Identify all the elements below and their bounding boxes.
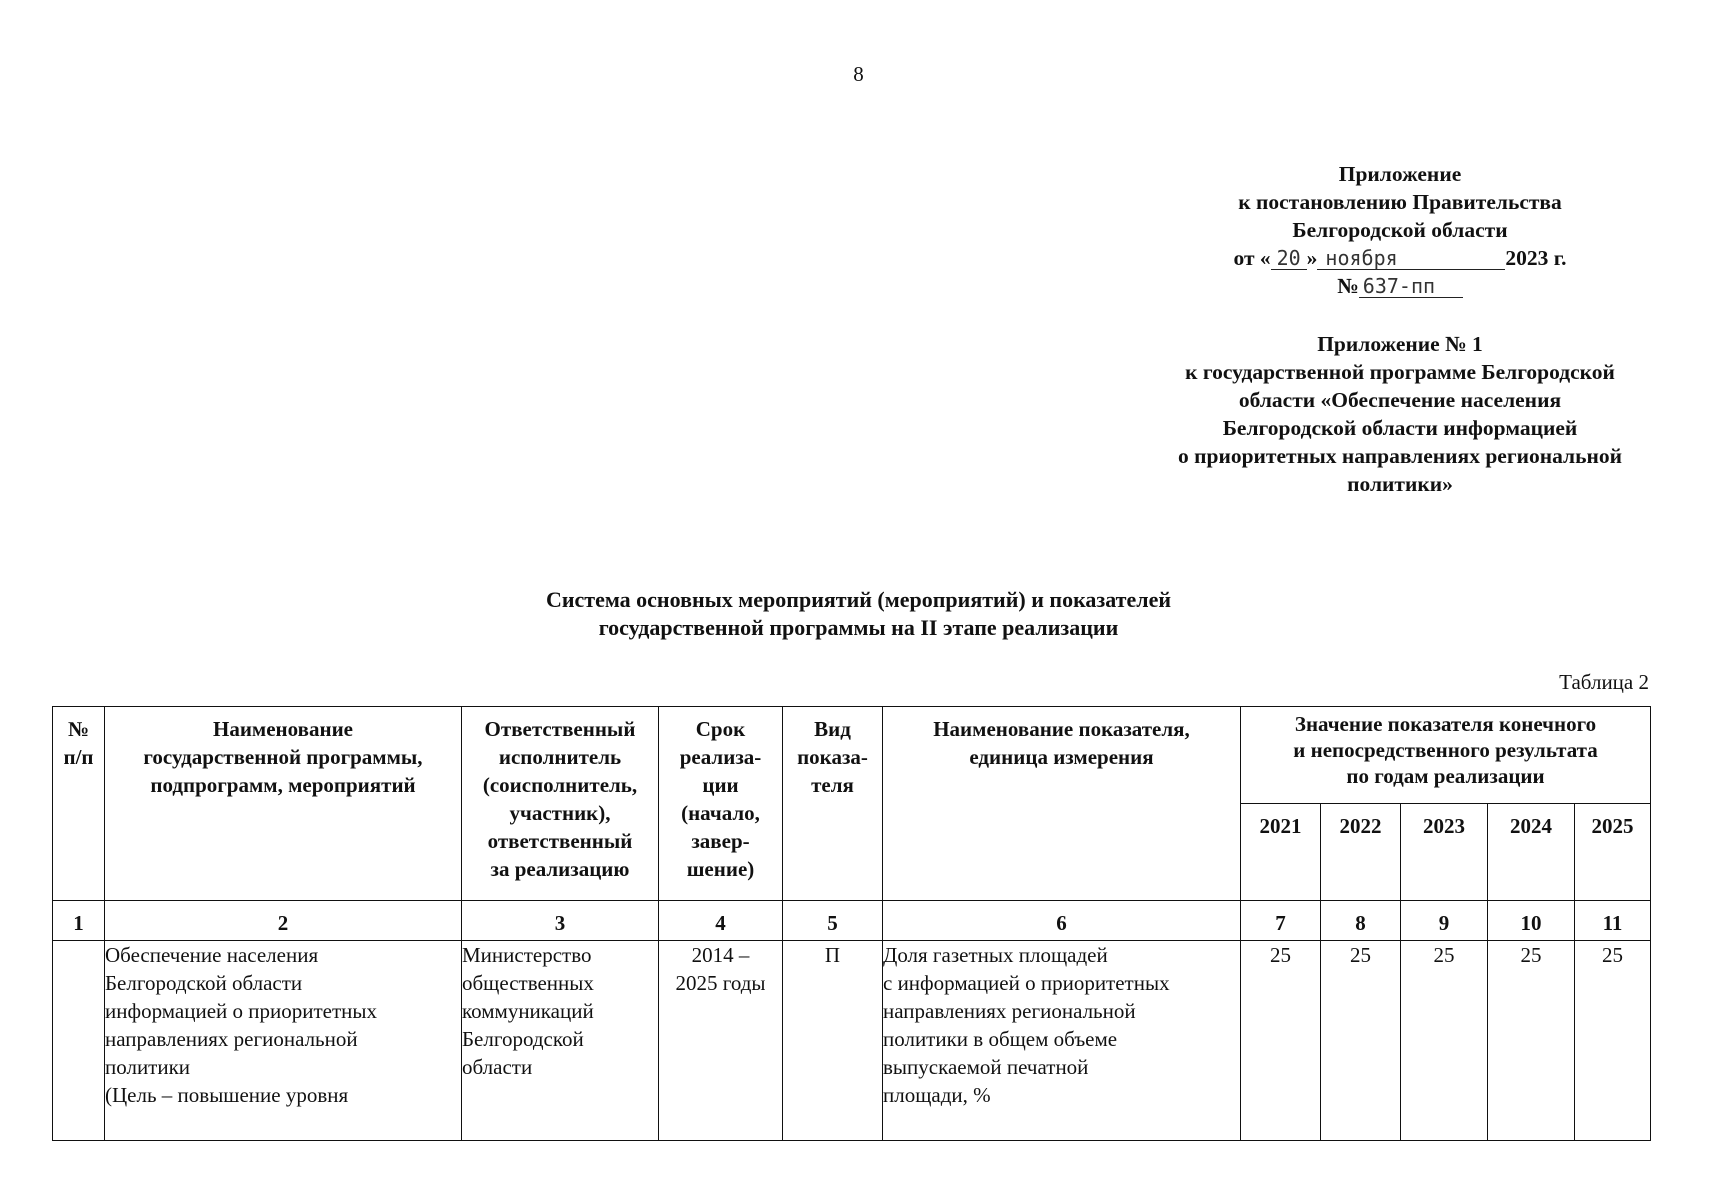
column-number: 5: [783, 901, 883, 941]
number-prefix: №: [1337, 274, 1359, 298]
header-text: участник),: [509, 801, 611, 825]
header-row: [53, 707, 1651, 804]
cell-text: Белгородской: [462, 1027, 584, 1051]
header-text: (соисполнитель,: [482, 773, 638, 797]
header-text: подпрограмм, мероприятий: [150, 773, 416, 797]
header-year: 2024: [1488, 804, 1575, 901]
appendix-1-line: Белгородской области информацией: [1222, 416, 1578, 440]
header-text: шение): [686, 857, 755, 881]
header-text: реализа-: [679, 745, 762, 769]
date-month: ноября: [1317, 247, 1505, 270]
document-title: [0, 586, 1717, 642]
cell-text: политики: [105, 1055, 191, 1079]
column-number: 2: [105, 901, 462, 941]
cell-text: Доля газетных площадей: [883, 943, 1108, 967]
header-text: единица измерения: [969, 745, 1154, 769]
date-mid: »: [1306, 246, 1318, 270]
column-number: 3: [462, 901, 659, 941]
header-text: и непосредственного результата: [1293, 738, 1598, 762]
header-text: Наименование показателя,: [933, 717, 1190, 741]
number-value: 637-пп: [1359, 275, 1463, 298]
appendix-header-line: к постановлению Правительства: [1238, 190, 1562, 214]
cell-text: 2025 годы: [675, 971, 766, 995]
cell-type: П: [783, 941, 883, 1141]
cell-text: площади, %: [883, 1083, 991, 1107]
header-text: за реализацию: [490, 857, 630, 881]
cell-num: [53, 941, 105, 1141]
cell-text: 2014 –: [691, 943, 750, 967]
page-number: 8: [853, 62, 864, 86]
header-indicator: [883, 707, 1241, 901]
header-values-group: [1241, 707, 1651, 804]
header-type: [783, 707, 883, 901]
header-year: 2023: [1401, 804, 1488, 901]
appendix-header-line: Белгородской области: [1292, 218, 1508, 242]
column-number-row: [53, 901, 1651, 941]
cell-program-name: [105, 941, 462, 1141]
header-term: [659, 707, 783, 901]
header-text: государственной программы,: [143, 745, 423, 769]
cell-indicator: [883, 941, 1241, 1141]
appendix-1-header: [1120, 330, 1680, 498]
cell-text: информацией о приоритетных: [105, 999, 378, 1023]
column-number: 11: [1575, 901, 1651, 941]
cell-value-2025: 25: [1575, 941, 1651, 1141]
header-text: завер-: [691, 829, 750, 853]
appendix-1-line: области «Обеспечение населения: [1238, 388, 1562, 412]
header-text: №: [67, 717, 90, 741]
column-number: 4: [659, 901, 783, 941]
header-text: Ответственный: [484, 717, 636, 741]
header-text: (начало,: [681, 801, 760, 825]
header-text: исполнитель: [498, 745, 622, 769]
cell-text: общественных: [462, 971, 594, 995]
header-text: показа-: [797, 745, 868, 769]
appendix-1-line: Приложение № 1: [1317, 332, 1483, 356]
cell-text: направлениях региональной: [105, 1027, 358, 1051]
header-text: Срок: [695, 717, 746, 741]
appendix-1-line: к государственной программе Белгородской: [1185, 360, 1615, 384]
cell-text: области: [462, 1055, 533, 1079]
header-text: Значение показателя конечного: [1294, 712, 1597, 736]
table-caption: Таблица 2: [1559, 670, 1649, 694]
header-text: Наименование: [213, 717, 353, 741]
header-text: п/п: [63, 745, 94, 769]
header-executor: [462, 707, 659, 901]
header-text: по годам реализации: [1346, 764, 1545, 788]
date-day: 20: [1271, 247, 1307, 270]
appendix-1-line: политики»: [1347, 472, 1453, 496]
header-text: ции: [702, 773, 739, 797]
cell-value-2023: 25: [1401, 941, 1488, 1141]
date-year: 2023 г.: [1505, 246, 1567, 270]
title-line: государственной программы на II этапе реализации: [598, 615, 1119, 640]
column-number: 1: [53, 901, 105, 941]
cell-text: политики в общем объеме: [883, 1027, 1118, 1051]
cell-text: направлениях региональной: [883, 999, 1136, 1023]
column-number: 8: [1321, 901, 1401, 941]
header-text: Вид: [814, 717, 851, 741]
cell-term: [659, 941, 783, 1141]
cell-value-2021: 25: [1241, 941, 1321, 1141]
appendix-header: [1120, 160, 1680, 300]
cell-text: (Цель – повышение уровня: [105, 1083, 349, 1107]
appendix-1-line: о приоритетных направлениях региональной: [1177, 444, 1622, 468]
cell-value-2024: 25: [1488, 941, 1575, 1141]
cell-executor: [462, 941, 659, 1141]
header-text: ответственный: [487, 829, 633, 853]
column-number: 9: [1401, 901, 1488, 941]
header-year: 2025: [1575, 804, 1651, 901]
header-text: теля: [811, 773, 854, 797]
appendix-header-line: Приложение: [1338, 162, 1462, 186]
column-number: 10: [1488, 901, 1575, 941]
cell-text: коммуникаций: [462, 999, 594, 1023]
header-name: [105, 707, 462, 901]
decree-number: [1120, 272, 1680, 300]
column-number: 7: [1241, 901, 1321, 941]
column-number: 6: [883, 901, 1241, 941]
title-line: Система основных мероприятий (мероприятий) и показателей: [545, 587, 1172, 612]
cell-text: Белгородской области: [105, 971, 303, 995]
cell-text: выпускаемой печатной: [883, 1055, 1089, 1079]
header-year: 2021: [1241, 804, 1321, 901]
cell-text: Обеспечение населения: [105, 943, 319, 967]
cell-text: с информацией о приоритетных: [883, 971, 1170, 995]
header-year: 2022: [1321, 804, 1401, 901]
decree-date: [1120, 244, 1680, 272]
cell-value-2022: 25: [1321, 941, 1401, 1141]
header-num: [53, 707, 105, 901]
table-row: [53, 941, 1651, 1141]
date-prefix: от «: [1233, 246, 1271, 270]
indicators-table: [52, 706, 1651, 1141]
cell-text: Министерство: [462, 943, 592, 967]
